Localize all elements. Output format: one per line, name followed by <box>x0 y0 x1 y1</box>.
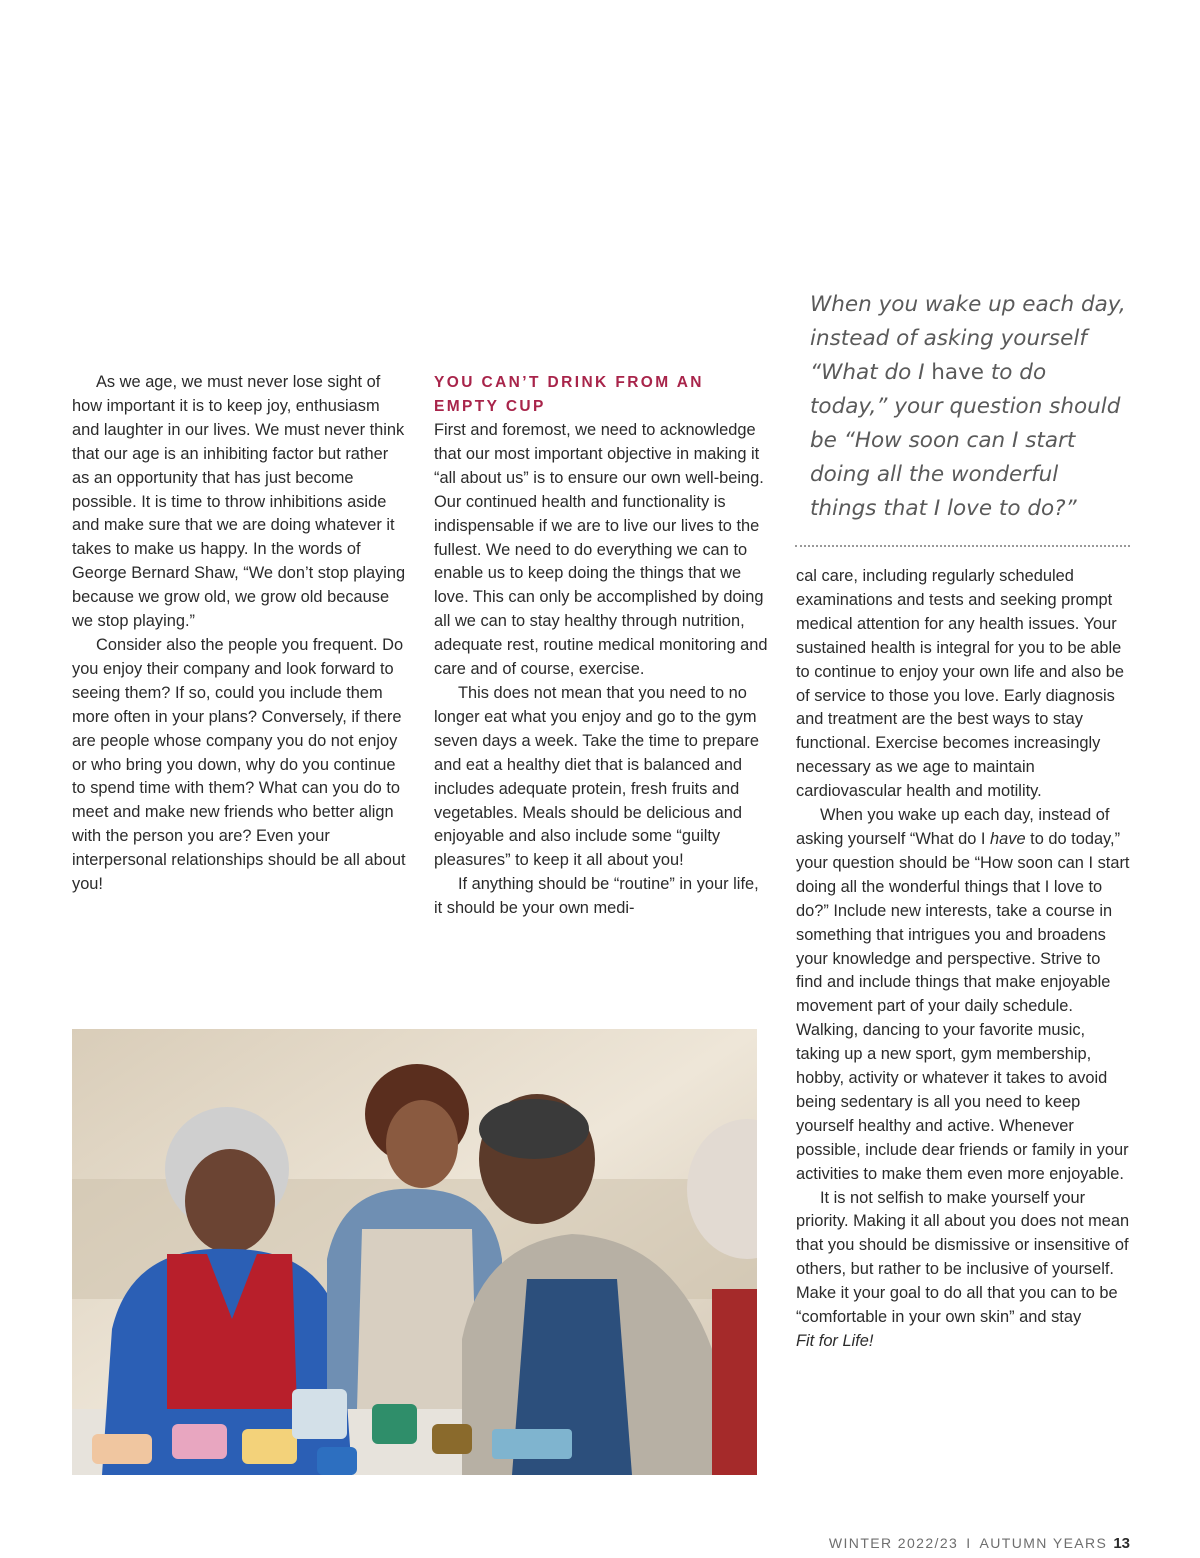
section-heading: YOU CAN’T DRINK FROM AN EMPTY CUP <box>434 374 704 415</box>
pull-quote-emphasis: have <box>931 360 985 385</box>
footer-separator: I <box>966 1535 972 1551</box>
article-photo <box>72 1029 757 1475</box>
article-column-2 <box>434 371 770 921</box>
pull-quote-text-c: to do today,” your question should be “How soon can I start doing all the wonderful things that I love to do?” <box>810 360 1121 521</box>
emphasis-text: have <box>990 829 1026 848</box>
magazine-name: AUTUMN YEARS <box>979 1535 1108 1551</box>
paragraph: It is not selfish to make yourself your priority. Making it all about you does not mean that you should be dismissive or insensitive of others, but rather to be inclusive of yourself. Make it your goal to do all that you can to be “comfortable in your own skin” and stay <box>796 1188 1130 1327</box>
article-column-1 <box>72 371 410 897</box>
issue-label: WINTER 2022/23 <box>828 1535 959 1551</box>
paragraph-text: to do today,” your question should be “How soon can I start doing all the wonderful things that I love to do?” Include new interests, take a course in something that intrigues you and broadens your knowledge and perspective. Strive to find and include things that make enjoyable movement part of your daily schedule. Walking, dancing to your favorite music, taking up a new sport, gym membership, hobby, activity or whatever it takes to avoid being sedentary is all you need to keep yourself healthy and active. Whenever possible, include dear friends or family in your activities to make them even more enjoyable. <box>796 829 1130 1183</box>
paragraph: This does not mean that you need to no longer eat what you enjoy and go to the gym seven days a week. Take the time to prepare and eat a healthy diet that is balanced and includes adequate protein, fresh fruits and vegetables. Meals should be delicious and enjoyable and also include some “guilty pleasures” to keep it all about you! <box>434 683 759 870</box>
paragraph: If anything should be “routine” in your life, it should be your own medi- <box>434 875 759 918</box>
page-footer <box>829 1535 1130 1552</box>
article-column-3 <box>796 565 1131 1354</box>
closing-line <box>796 1330 1131 1354</box>
paragraph: cal care, including regularly scheduled examinations and tests and seeking prompt medical attention for any health issues. Your sustained health is integral for you to be able to continue to enjoy your own life and also be of service to those you love. Early diagnosis and treatment are the best ways to stay functional. Exercise becomes increasingly necessary as we age to maintain cardiovascular health and motility. <box>796 567 1125 801</box>
paragraph <box>796 804 1131 1187</box>
dotted-divider <box>795 545 1130 547</box>
photo-illustration <box>72 1029 757 1475</box>
paragraph: As we age, we must never lose sight of how important it is to keep joy, enthusiasm and laughter in our lives. We must never think that our age is an inhibiting factor but rather as an opportunity that has just become possible. It is time to throw inhibitions aside and make sure that we are doing whatever it takes to make us happy. In the words of George Bernard Shaw, “We don’t stop playing because we grow old, we grow old because we stop playing.” <box>72 373 406 631</box>
paragraph: First and foremost, we need to acknowledge that our most important objective in making it “all about us” is to ensure our own well-being. Our continued health and functionality is indispensable if we are to live our lives to the fullest. We need to do everything we can to enable us to keep doing the things that we love. This can only be accomplished by doing all we can to stay healthy through nutrition, adequate rest, routine medical monitoring and care and of course, exercise. <box>434 421 768 679</box>
paragraph-text: When you wake up each day, instead of asking yourself “What do I <box>796 806 1110 848</box>
page-number: 13 <box>1113 1535 1130 1552</box>
paragraph: Consider also the people you frequent. Do you enjoy their company and look forward to seeing them? If so, could you include them more often in your plans? Conversely, if there are people whose company you do not enjoy or who bring you down, why do you continue to spend time with them? What can you do to meet and make new friends who better align with the person you are? Even your interpersonal relationships should be all about you! <box>72 635 406 894</box>
closing-tagline: Fit for Life! <box>796 1332 874 1350</box>
pull-quote-text-a: When you wake up each day, instead of asking yourself “What do I <box>810 292 1126 385</box>
pull-quote <box>810 288 1130 526</box>
